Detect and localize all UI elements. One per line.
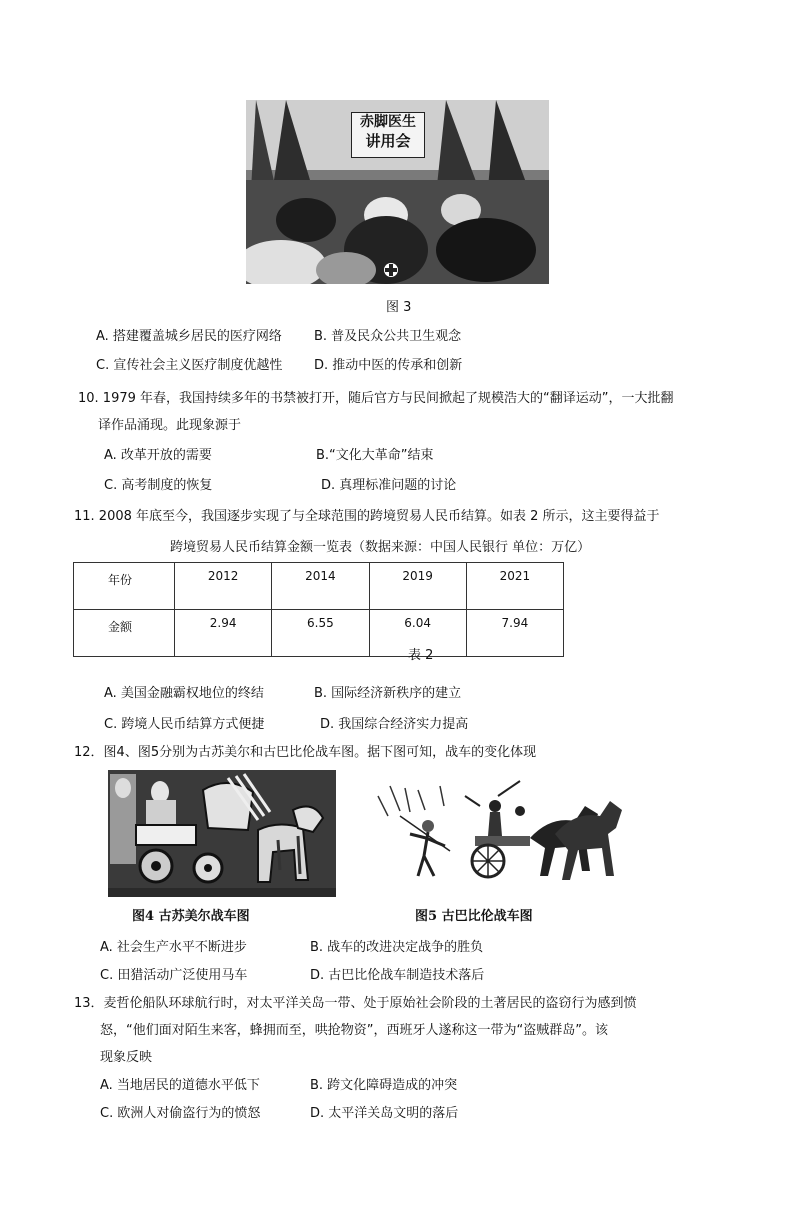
sign-line-2: 讲用会 xyxy=(365,132,411,150)
year-cell: 2014 xyxy=(272,563,369,610)
q12-option-b: B. 战车的改进决定战争的胜负 xyxy=(310,940,484,955)
q13-stem-line-1: 13．麦哲伦船队环球航行时，对太平洋关岛一带、处于原始社会阶段的土著居民的盗窃行为感到愤 xyxy=(74,996,637,1011)
q10-option-d: D. 真理标准问题的讨论 xyxy=(321,478,457,493)
amount-cell: 7.94 xyxy=(466,610,563,657)
amount-cell: 2.94 xyxy=(175,610,272,657)
year-cell: 2019 xyxy=(369,563,466,610)
q11-option-a: A. 美国金融霸权地位的终结 xyxy=(104,686,264,701)
q10-option-b: B.“文化大革命”结束 xyxy=(316,448,434,463)
table-2-title: 跨境贸易人民币结算金额一览表（数据来源：中国人民银行 单位：万亿） xyxy=(170,540,591,555)
row-header-year: 年份 xyxy=(74,563,175,610)
table-2 xyxy=(73,562,564,657)
figure-5-babylonian-chariot xyxy=(370,776,628,888)
table-row-years xyxy=(74,563,564,610)
sumerian-chariot-drawing xyxy=(108,770,336,897)
q12-stem-line-1: 12．图4、图5分别为古苏美尔和古巴比伦战车图。据下图可知，战车的变化体现 xyxy=(74,745,537,760)
q9-option-d: D. 推动中医的传承和创新 xyxy=(314,358,463,373)
babylonian-chariot-drawing xyxy=(370,776,628,888)
q12-option-a: A. 社会生产水平不断进步 xyxy=(100,940,247,955)
q9-option-c: C. 宣传社会主义医疗制度优越性 xyxy=(96,358,283,373)
q13-stem-line-3: 现象反映 xyxy=(100,1050,153,1065)
figure-5-caption: 图5 古巴比伦战车图 xyxy=(415,909,533,924)
table-row-amounts xyxy=(74,610,564,657)
q10-stem-line-2: 译作品涌现。此现象源于 xyxy=(98,418,242,433)
amount-cell: 6.04 xyxy=(369,610,466,657)
q9-option-a: A. 搭建覆盖城乡居民的医疗网络 xyxy=(96,329,282,344)
sign-line-1: 赤脚医生 xyxy=(360,114,416,130)
q9-option-b: B. 普及民众公共卫生观念 xyxy=(314,329,462,344)
sign-board xyxy=(351,112,425,158)
q11-stem-line-1: 11. 2008 年底至今，我国逐步实现了与全球范围的跨境贸易人民币结算。如表 2 所示，这主要得益于 xyxy=(74,509,660,524)
q10-option-a: A. 改革开放的需要 xyxy=(104,448,212,463)
q13-stem-line-2: 怒，“他们面对陌生来客，蜂拥而至，哄抢物资”，西班牙人遂称这一带为“盗贼群岛”。该 xyxy=(100,1023,608,1038)
figure-4-caption: 图4 古苏美尔战车图 xyxy=(132,909,250,924)
q13-option-c: C. 欧洲人对偷盗行为的愤怒 xyxy=(100,1106,261,1121)
row-header-amount: 金额 xyxy=(74,610,175,657)
figure-3-caption: 图 3 xyxy=(386,300,412,315)
q11-option-d: D. 我国综合经济实力提高 xyxy=(320,717,469,732)
q11-option-c: C. 跨境人民币结算方式便捷 xyxy=(104,717,265,732)
q12-option-c: C. 田猎活动广泛使用马车 xyxy=(100,968,248,983)
q13-option-b: B. 跨文化障碍造成的冲突 xyxy=(310,1078,458,1093)
q13-option-d: D. 太平洋关岛文明的落后 xyxy=(310,1106,459,1121)
q13-option-a: A. 当地居民的道德水平低下 xyxy=(100,1078,260,1093)
q12-option-d: D. 古巴比伦战车制造技术落后 xyxy=(310,968,485,983)
figure-3-photo xyxy=(246,100,549,284)
q11-option-b: B. 国际经济新秩序的建立 xyxy=(314,686,462,701)
amount-cell: 6.55 xyxy=(272,610,369,657)
year-cell: 2012 xyxy=(175,563,272,610)
q10-option-c: C. 高考制度的恢复 xyxy=(104,478,213,493)
q10-stem-line-1: 10. 1979 年春，我国持续多年的书禁被打开，随后官方与民间掀起了规模浩大的“翻译运动”，一大批翻 xyxy=(78,391,674,406)
figure-4-sumerian-chariot xyxy=(108,770,336,897)
table-2-caption: 表 2 xyxy=(408,648,434,663)
year-cell: 2021 xyxy=(466,563,563,610)
